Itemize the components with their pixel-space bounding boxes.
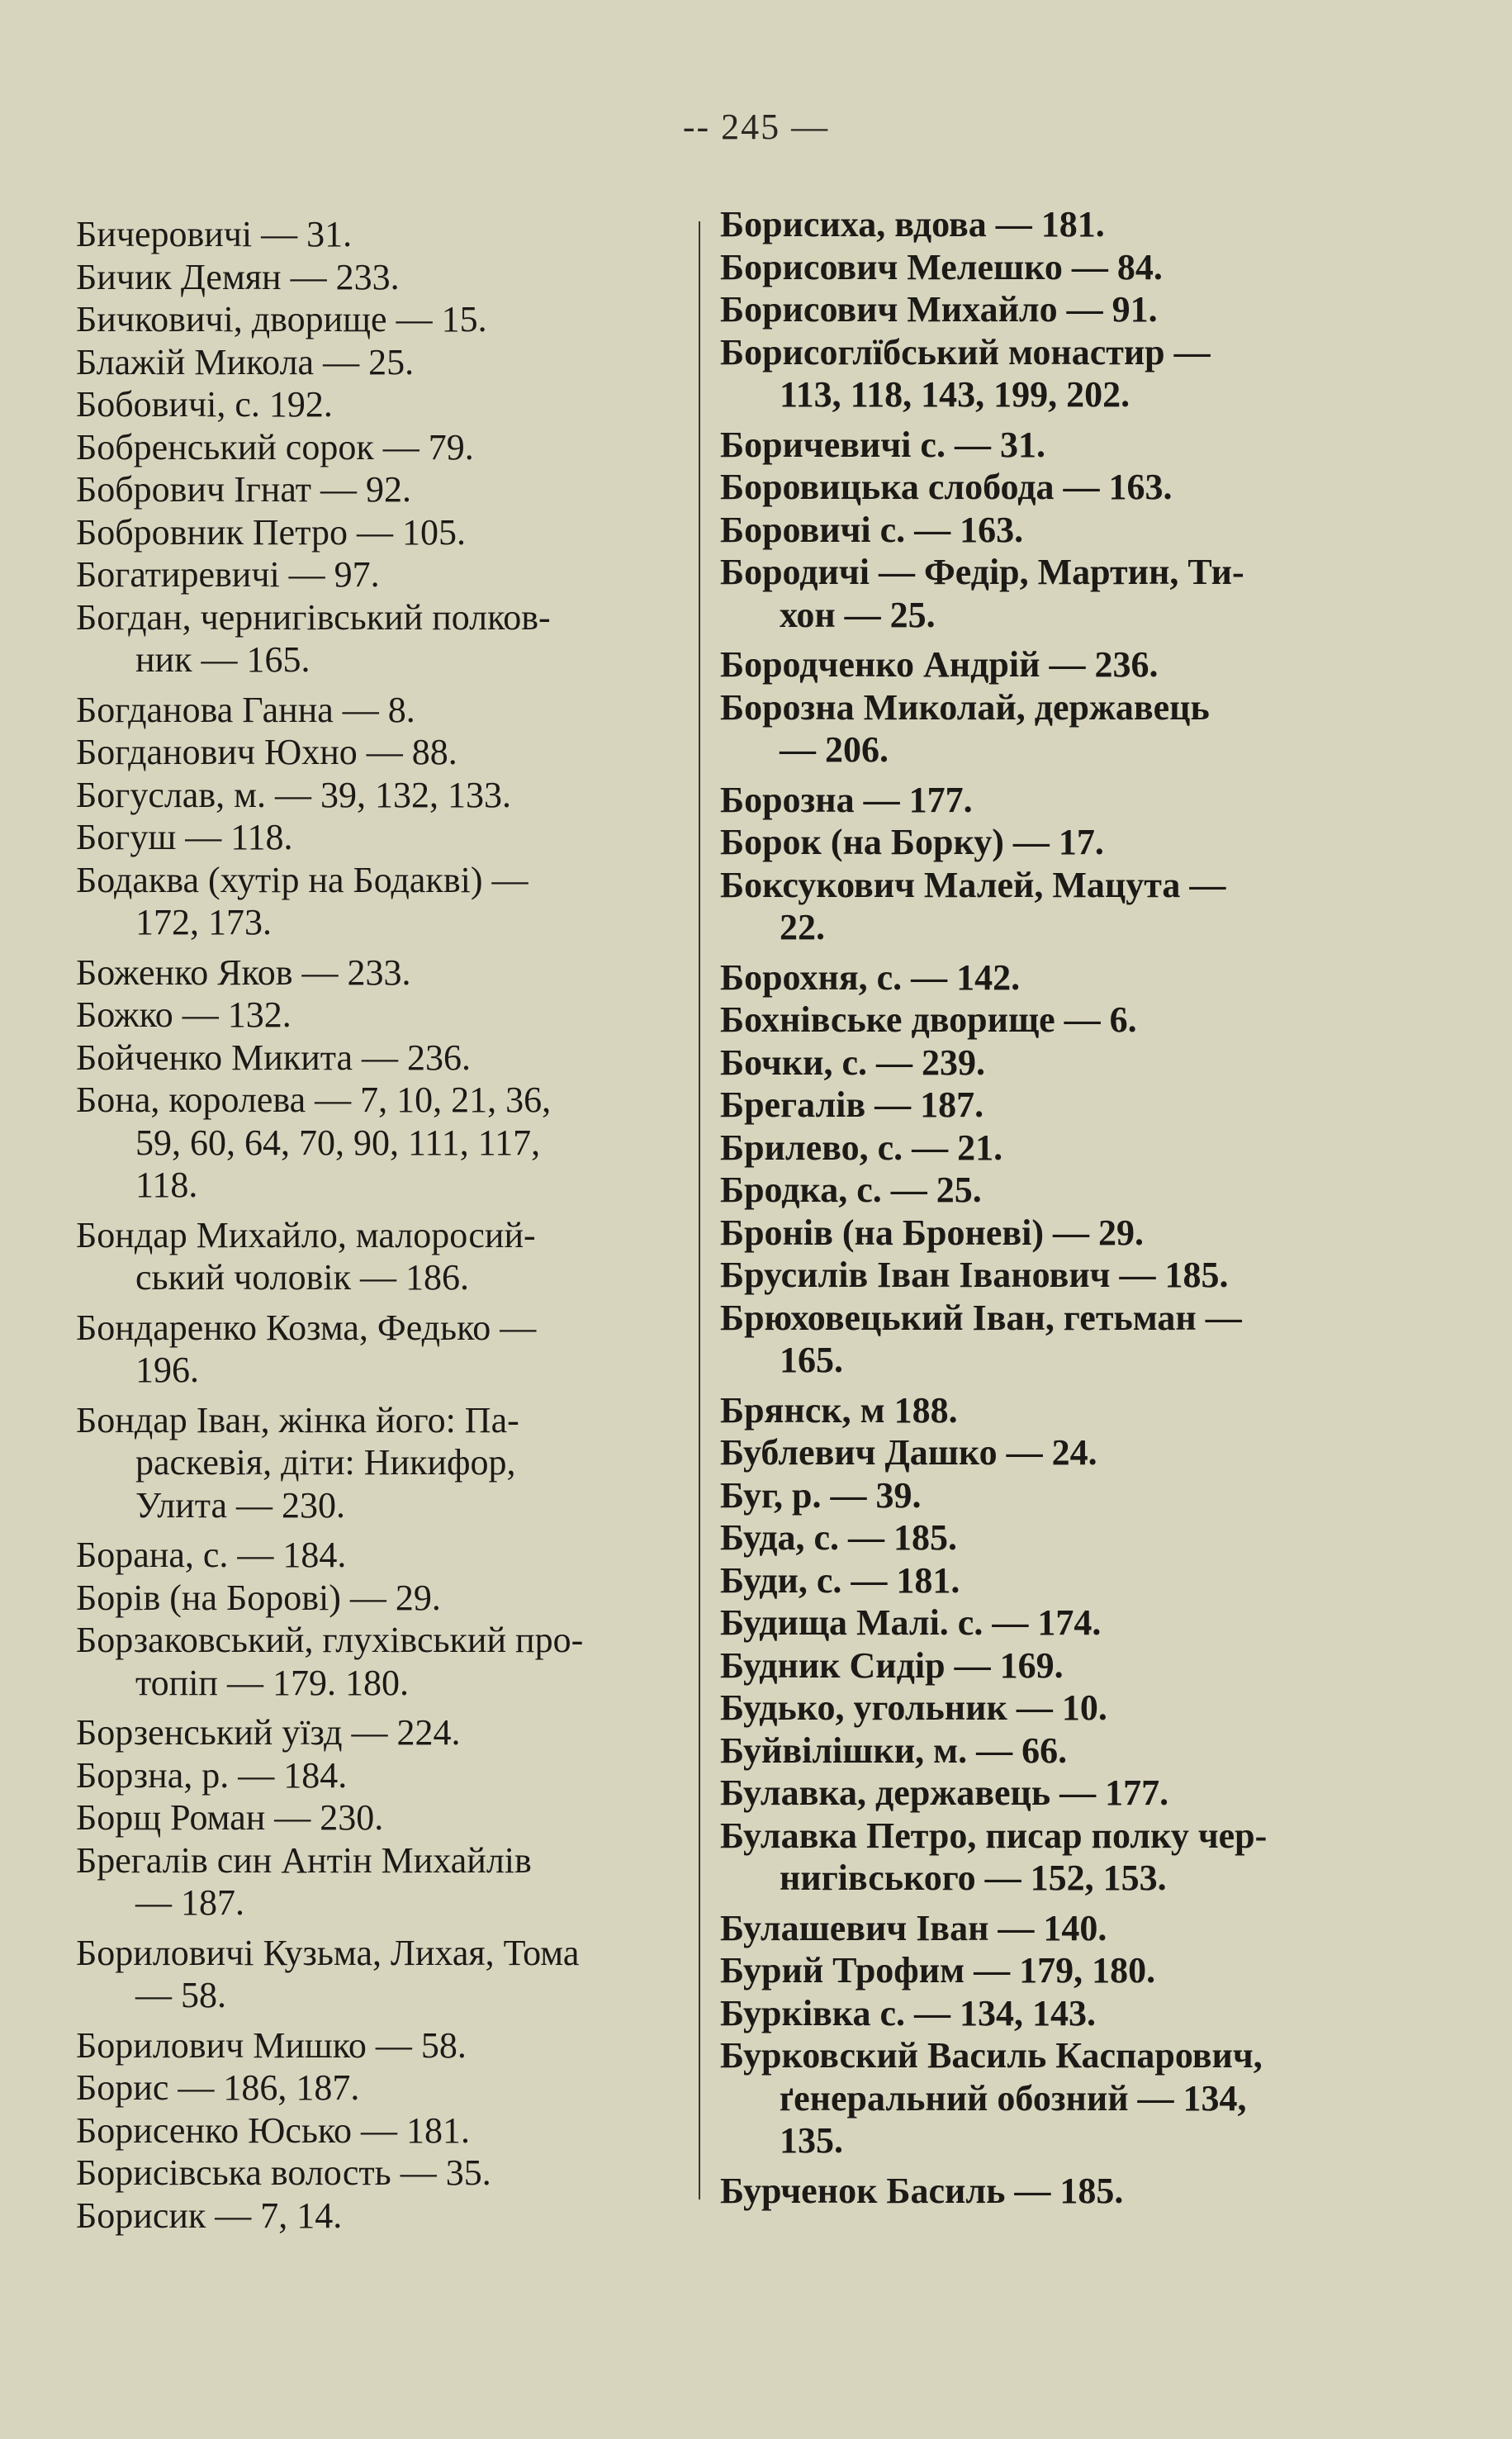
index-entry-line: Бродка, с. — 25.	[720, 1170, 982, 1210]
index-entry	[720, 999, 1364, 1042]
index-entry-continuation: раскевія, діти: Никифор,	[135, 1442, 516, 1483]
index-entry	[76, 2109, 687, 2152]
index-entry	[76, 511, 687, 554]
index-entry-continuation: — 187.	[135, 1882, 244, 1923]
index-entry	[720, 956, 1364, 999]
index-entry-continuation: ник — 165.	[135, 639, 310, 680]
index-entry	[76, 596, 687, 681]
index-entry	[76, 859, 687, 944]
index-entry-line: Борисівська волость — 35.	[76, 2152, 491, 2193]
index-entry-continuation: 135.	[780, 2120, 843, 2161]
index-entry-line: Брилево, с. — 21.	[720, 1127, 1003, 1168]
index-entry	[76, 689, 687, 732]
index-entry-line: Брянск, м 188.	[720, 1389, 958, 1431]
index-entry	[720, 1730, 1364, 1772]
index-entry-line: Буйвілішки, м. — 66.	[720, 1730, 1068, 1771]
index-entry-line: Борзаковський, глухівський про-	[76, 1620, 584, 1660]
index-entry-line: Бориловичі Кузьма, Лихая, Тома	[76, 1932, 580, 1973]
index-entry-line: Борисенко Юсько — 181.	[76, 2109, 471, 2151]
index-entry	[76, 1754, 687, 1797]
index-entry	[76, 553, 687, 596]
index-entry	[720, 779, 1364, 822]
index-entry	[720, 1127, 1364, 1170]
index-entry-line: Бурий Трофим — 179, 180.	[720, 1950, 1156, 1991]
index-entry	[76, 2024, 687, 2067]
index-entry-continuation: топіп — 179. 180.	[135, 1662, 409, 1703]
index-entry	[76, 774, 687, 817]
index-entry-line: Бобовичі, с. 192.	[76, 384, 333, 425]
index-entry-line: Бурковский Василь Каспарович,	[720, 2035, 1263, 2076]
index-entry	[76, 341, 687, 384]
index-entry	[720, 424, 1364, 467]
index-entry-line: Богдан, чернигівський полков-	[76, 596, 551, 638]
page-number: -- 245 —	[682, 107, 830, 147]
index-entry	[76, 1079, 687, 1207]
index-entry	[720, 864, 1364, 949]
index-entry-line: Борщ Роман — 230.	[76, 1797, 384, 1838]
index-entry-line: Боровичі с. — 163.	[720, 509, 1024, 550]
index-entry	[720, 1084, 1364, 1127]
index-entry	[720, 1815, 1364, 1900]
index-entry-line: Борзна, р. — 184.	[76, 1754, 348, 1796]
index-entry	[720, 643, 1364, 686]
index-entry	[720, 1644, 1364, 1687]
index-entry-line: Божко — 132.	[76, 994, 291, 1035]
index-entry	[720, 246, 1364, 289]
index-column-left	[76, 213, 687, 2237]
index-column-right	[720, 203, 1364, 2212]
index-entry-line: Борана, с. — 184.	[76, 1535, 347, 1575]
index-entry	[720, 551, 1364, 636]
index-entry-line: Богданович Юхно — 88.	[76, 732, 457, 772]
index-entry	[720, 203, 1364, 246]
index-entry-line: Бондар Михайло, малоросий-	[76, 1214, 536, 1255]
index-entry-line: Борис — 186, 187.	[76, 2067, 360, 2108]
index-entry	[76, 1399, 687, 1527]
index-entry-line: Бублевич Дашко — 24.	[720, 1432, 1097, 1473]
index-entry-line: Бурченок Басиль — 185.	[720, 2170, 1124, 2211]
index-entry-line: Боровицька слобода — 163.	[720, 467, 1173, 507]
index-entry-line: Бурківка с. — 134, 143.	[720, 1992, 1097, 2033]
index-entry	[76, 1307, 687, 1392]
index-entry	[76, 298, 687, 341]
index-entry-line: Бохнівське дворище — 6.	[720, 999, 1137, 1040]
index-entry	[720, 1254, 1364, 1297]
index-entry	[76, 213, 687, 256]
index-entry-line: Брусилів Іван Іванович — 185.	[720, 1255, 1229, 1295]
index-entry-line: Борзенський уїзд — 224.	[76, 1712, 461, 1753]
index-entry	[720, 1559, 1364, 1602]
index-entry-line: Богатиревичі — 97.	[76, 554, 380, 595]
index-entry-line: Боричевичі с. — 31.	[720, 424, 1045, 465]
index-entry-line: Бронів (на Броневі) — 29.	[720, 1212, 1144, 1253]
index-entry-line: Бона, королева — 7, 10, 21, 36,	[76, 1080, 552, 1120]
index-entry-line: Буди, с. — 181.	[720, 1559, 960, 1601]
index-entry-line: Боженко Яков — 233.	[76, 951, 411, 993]
index-entry-line: Булавка Петро, писар полку чер-	[720, 1815, 1268, 1856]
index-entry-line: Борисиха, вдова — 181.	[720, 204, 1105, 244]
index-entry-line: Бичковичі, дворище — 15.	[76, 299, 487, 339]
index-entry-line: Богданова Ганна — 8.	[76, 689, 415, 730]
index-entry	[720, 1297, 1364, 1382]
index-entry	[720, 1601, 1364, 1644]
index-entry	[720, 1687, 1364, 1730]
index-entry-line: Бобренський сорок — 79.	[76, 426, 474, 467]
index-entry-line: Булавка, державець — 177.	[720, 1772, 1169, 1813]
index-entry-continuation: 172, 173.	[135, 902, 272, 942]
index-entry	[720, 1389, 1364, 1432]
index-entry	[76, 994, 687, 1037]
index-entry	[76, 1037, 687, 1080]
index-entry-continuation: нигівського — 152, 153.	[780, 1858, 1167, 1898]
index-entry-line: Бородичі — Федір, Мартин, Ти-	[720, 552, 1244, 592]
index-entry	[76, 256, 687, 299]
index-entry-continuation: — 58.	[135, 1975, 226, 2015]
index-entry	[720, 2034, 1364, 2162]
column-divider	[699, 221, 700, 2199]
index-entry-line: Борів (на Борові) — 29.	[76, 1577, 441, 1618]
index-entry	[76, 1619, 687, 1704]
index-entry	[720, 1474, 1364, 1517]
index-entry-continuation: Улита — 230.	[135, 1484, 345, 1526]
index-entry	[720, 288, 1364, 331]
index-entry-continuation: 165.	[780, 1340, 843, 1380]
index-entry	[720, 1992, 1364, 2035]
index-entry-line: Бичик Демян — 233.	[76, 256, 400, 297]
index-entry	[76, 731, 687, 774]
index-entry-line: Будник Сидір — 169.	[720, 1644, 1064, 1686]
index-entry-line: Борок (на Борку) — 17.	[720, 822, 1104, 862]
index-entry-line: Борисик — 7, 14.	[76, 2195, 343, 2236]
index-entry	[76, 951, 687, 994]
index-entry-line: Бодаква (хутір на Бодакві) —	[76, 859, 528, 900]
index-entry-continuation: — 206.	[780, 729, 889, 770]
index-entry	[720, 1949, 1364, 1992]
index-entry	[76, 1577, 687, 1620]
index-entry	[720, 466, 1364, 509]
index-entry-line: Богуслав, м. — 39, 132, 133.	[76, 774, 511, 815]
index-entry	[76, 816, 687, 859]
index-entry	[720, 1212, 1364, 1255]
index-entry-line: Борозна — 177.	[720, 779, 973, 820]
index-entry-line: Борилович Мишко — 58.	[76, 2024, 467, 2066]
index-entry-line: Борохня, с. — 142.	[720, 956, 1021, 998]
index-entry	[720, 1169, 1364, 1212]
index-entry-line: Буда, с. — 185.	[720, 1517, 958, 1558]
index-entry	[720, 331, 1364, 416]
index-entry	[720, 1907, 1364, 1950]
index-entry-line: Брегалів син Антін Михайлів	[76, 1839, 532, 1881]
index-entry-line: Борисоглїбський монастир —	[720, 331, 1211, 372]
index-entry	[720, 509, 1364, 552]
index-entry	[76, 383, 687, 426]
index-entry-continuation: ський чоловік — 186.	[135, 1257, 469, 1298]
index-entry-line: Бобровник Петро — 105.	[76, 511, 466, 553]
index-entry-line: Буг, р. — 39.	[720, 1474, 922, 1516]
index-entry-line: Бондаренко Козма, Федько —	[76, 1307, 537, 1348]
index-entry	[720, 1772, 1364, 1815]
index-entry-line: Боксукович Малей, Мацута —	[720, 864, 1226, 905]
index-entry-continuation: 59, 60, 64, 70, 90, 111, 117,	[135, 1122, 541, 1163]
index-entry-line: Блажій Микола — 25.	[76, 341, 415, 382]
index-entry	[76, 2195, 687, 2237]
index-entry-line: Брюховецький Іван, гетьман —	[720, 1297, 1242, 1338]
index-entry-line: Бичеровичі — 31.	[76, 214, 353, 254]
index-entry	[720, 821, 1364, 864]
index-entry	[76, 1534, 687, 1577]
index-entry	[76, 1932, 687, 2017]
index-entry	[76, 1711, 687, 1754]
index-entry	[76, 2067, 687, 2109]
index-entry-line: Бойченко Микита — 236.	[76, 1037, 472, 1078]
index-entry	[76, 1796, 687, 1839]
index-entry	[76, 426, 687, 469]
index-entry	[720, 2170, 1364, 2213]
index-entry-continuation: хон — 25.	[780, 594, 936, 635]
index-entry-line: Будища Малі. с. — 174.	[720, 1602, 1102, 1643]
index-entry	[720, 1042, 1364, 1084]
index-entry-continuation: 22.	[780, 907, 825, 947]
index-entry-continuation: 196.	[135, 1350, 199, 1390]
index-entry-line: Будько, угольник — 10.	[720, 1687, 1107, 1728]
index-entry-continuation: ґенеральний обозний — 134,	[780, 2077, 1247, 2119]
index-entry	[76, 2152, 687, 2195]
index-entry	[720, 1516, 1364, 1559]
index-entry-continuation: 113, 118, 143, 199, 202.	[780, 374, 1130, 415]
index-entry-line: Бочки, с. — 239.	[720, 1042, 985, 1083]
index-entry-line: Бондар Іван, жінка його: Па-	[76, 1399, 519, 1440]
index-entry	[720, 1431, 1364, 1474]
index-entry-line: Брегалів — 187.	[720, 1084, 984, 1125]
index-entry	[76, 468, 687, 511]
index-entry-continuation: 118.	[135, 1165, 198, 1205]
index-entry-line: Богуш — 118.	[76, 817, 293, 857]
index-entry-line: Борисович Михайло — 91.	[720, 289, 1158, 330]
index-entry-line: Бобрович Ігнат — 92.	[76, 469, 411, 510]
index-entry	[76, 1839, 687, 1924]
index-entry-line: Борисович Мелешко — 84.	[720, 246, 1163, 287]
index-entry-line: Бородченко Андрій — 236.	[720, 644, 1159, 685]
index-entry-line: Борозна Миколай, державець	[720, 686, 1210, 728]
index-entry-line: Булашевич Іван — 140.	[720, 1907, 1107, 1948]
index-entry	[76, 1214, 687, 1299]
index-entry	[720, 686, 1364, 771]
